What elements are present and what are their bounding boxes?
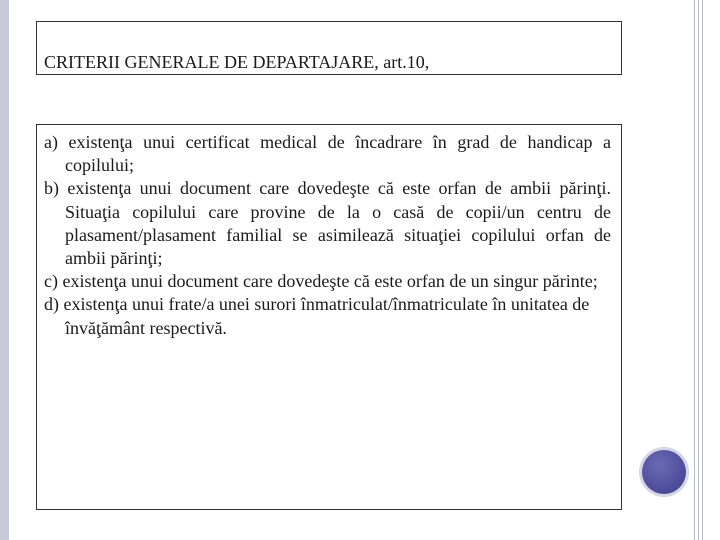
criterion-item-b: b) existenţa unui document care dovedeşte că este orfan de ambii părinţi. Situaţia copilului care provine de la o casă de copii/un centru de plasament/plasament familial se asimilează situaţiei copilului orfan de ambii părinţi; <box>44 178 611 269</box>
content-box <box>36 124 622 510</box>
decorative-circle <box>642 450 686 494</box>
right-decorative-line <box>694 0 695 540</box>
title-box <box>36 21 622 75</box>
left-decorative-bar <box>0 0 9 540</box>
right-decorative-line <box>698 0 699 540</box>
criterion-item-c: c) existenţa unui document care dovedeşte că este orfan de un singur părinte; <box>44 271 598 292</box>
criterion-item-a: a) existenţa unui certificat medical de încadrare în grad de handicap a copilului; <box>44 132 611 176</box>
criterion-item-d: d) existenţa unui frate/a unei surori înmatriculat/înmatriculate în unitatea de învăţământ respectivă. <box>44 294 590 338</box>
slide-title: CRITERII GENERALE DE DEPARTAJARE, art.10, <box>44 52 430 72</box>
right-decorative-line <box>702 0 703 540</box>
